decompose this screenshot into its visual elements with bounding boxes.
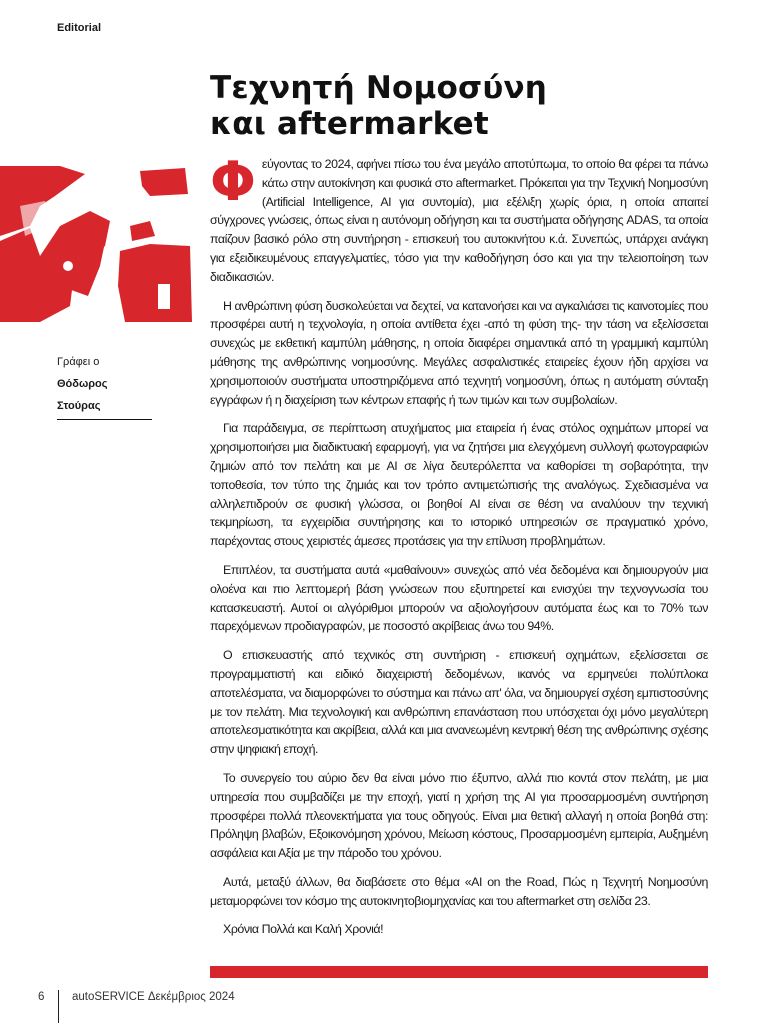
- paragraph: Το συνεργείο του αύριο δεν θα είναι μόνο πιο έξυπνο, αλλά πιο κοντά στον πελάτη, με μια υπηρεσία που συμβαδίζει με την εποχή, γιατί η χρήση της AI για προσαρμοσμένη συντήρηση προσφέρει πολλά πλεονεκτήματα για τους οδηγούς. Είναι μια θετική αλλαγή η οποία βοηθά στη: Πρόληψη βλαβών, Εξοικονόμηση χρόνου, Μείωση κόστους, Προσαρμοσμένη εμπειρία, Αυξημένη ασφάλεια και Αξία με την πάροδο του χρόνου.: [210, 770, 708, 861]
- driver-photo: [0, 166, 192, 322]
- paragraph: Ο επισκευαστής από τεχνικός στη συντήριση - επισκευή οχημάτων, εξελίσσεται σε προγραμματιστή και ειδικό διαχειριστή δεδομένων, ικανός να ερμηνεύει πολύπλοκα αποτελέσματα, να διαμορφώνει το σύστημα και πάνω απ' όλα, να δημιουργεί σχέση εμπιστοσύνης με τον πελάτη. Μια τεχνολογική και ανθρώπινη επανάσταση που υπόσχεται όχι μόνο μεγαλύτερη αποτελεσματικότητα και ακρίβεια, αλλά και μια ανανεωμένη κεντρική θέση της ανθρώπινης σχέσης στην ψηφιακή εποχή.: [210, 648, 708, 757]
- article-title: [210, 70, 547, 142]
- paragraph: Η ανθρώπινη φύση δυσκολεύεται να δεχτεί, να κατανοήσει και να αγκαλιάσει τις καινοτομίες που προσφέρει αυτή η τεχνολογία, η οποία αντίθετα έχει -από τη φύση της- την τάση να εξελίσσεται συνεχώς με εκθετική καμπύλη μάθησης, η οποία διαφέρει σημαντικά από τη γραμμική καμπύλη μάθησης της ανθρώπινης νοημοσύνης. Μεγάλες ασφαλιστικές εταιρείες έχουν ήδη αρχίσει να χρησιμοποιούν συστήματα υποστηριζόμενα από τεχνητή νοημοσύνη, όπως η αυτόματη σύνταξη εγγράφων ή η διαχείριση των κέντρων επαφής ή των τιμών και των συμβολαίων.: [210, 298, 708, 407]
- byline-prefix: Γράφει ο: [57, 356, 100, 368]
- drop-cap: Φ: [210, 150, 256, 213]
- paragraph: Για παράδειγμα, σε περίπτωση ατυχήματος μια εταιρεία ή ένας στόλος οχημάτων μπορεί να χρησιμοποιήσει μια διαδικτυακή εφαρμογή, για να ζητήσει μια ελεγχόμενη συλλογή φωτογραφιών ζημιών από τον πελάτη και με AI σε λίγα δευτερόλεπτα να καθορίσει τη σοβαρότητα, την τοποθεσία, τον τύπο της ζημιάς και τον τρόπο αντιμετώπισής της αναλόγως. Σχεδιασμένα να αλληλεπιδρούν σε φυσική γλώσσα, οι βοηθοί AI είναι σε θέση να αναλύουν την τεχνική τεκμηρίωση, τα εγχειρίδια συντήρησης και το ιστορικό υπηρεσιών σε πραγματικό χρόνο, παρέχοντας στους χειριστές άμεσες προτάσεις για την επίλυση προβλημάτων.: [210, 421, 708, 549]
- red-divider-bar: [210, 966, 708, 978]
- publication-info: autoSERVICE Δεκέμβριος 2024: [72, 991, 235, 1003]
- footer-divider: [58, 990, 59, 1023]
- byline: [57, 351, 152, 420]
- byline-author: Θόδωρος Στούρας: [57, 373, 152, 420]
- article-body: [210, 150, 708, 949]
- paragraph: [210, 150, 708, 287]
- paragraph-text: εύγοντας το 2024, αφήνει πίσω του ένα μεγάλο αποτύπωμα, το οποίο θα φέρει τα πάνω κάτω στην αυτοκίνηση και φυσικά στο aftermarket. Πρόκειται για την Τεχνική Νοημοσύνη (Artificial Intelligence, AI για συντομία), μια εξέλιξη χωρίς όρια, η οποία απαιτεί σύγχρονες γνώσεις, όπως είναι η αυτόνομη οδήγηση και τα συστήματα οδήγησης ADAS, τα οποία παίζουν βασικό ρόλο στη συντήρηση - επισκευή του αυτοκινήτου κ.ά. Συνεπώς, υπάρχει ανάγκη για εξειδικευμένους επαγγελματίες, τόσο για την καθοδήγηση όσο και για την τελειοποίηση των διαδικασιών.: [210, 157, 708, 284]
- page-number: 6: [38, 991, 45, 1003]
- paragraph: Χρόνια Πολλά και Καλή Χρονιά!: [223, 922, 384, 937]
- title-line-2: και aftermarket: [210, 106, 489, 142]
- paragraph: Επιπλέον, τα συστήματα αυτά «μαθαίνουν» συνεχώς από νέα δεδομένα και δημιουργούν μια ολοένα και πιο λεπτομερή βάση γνώσεων που εξυπηρετεί και ενισχύει την τεχνογνωσία του κατασκευαστή. Αυτοί οι αλγόριθμοι μπορούν να αξιολογήσουν αυτόματα έως και το 70% των παρεχόμενων προδιαγραφών, με ποσοστό ακρίβειας άνω του 94%.: [210, 562, 708, 634]
- title-line-1: Τεχνητή Νομοσύνη: [210, 70, 548, 106]
- section-label: Editorial: [57, 22, 102, 34]
- paragraph: Αυτά, μεταξύ άλλων, θα διαβάσετε στο θέμα «AI on the Road, Πώς η Τεχνητή Νοημοσύνη μεταμορφώνει τον κόσμο της αυτοκινητοβιομηχανίας και του aftermarket στη σελίδα 23.: [210, 874, 708, 908]
